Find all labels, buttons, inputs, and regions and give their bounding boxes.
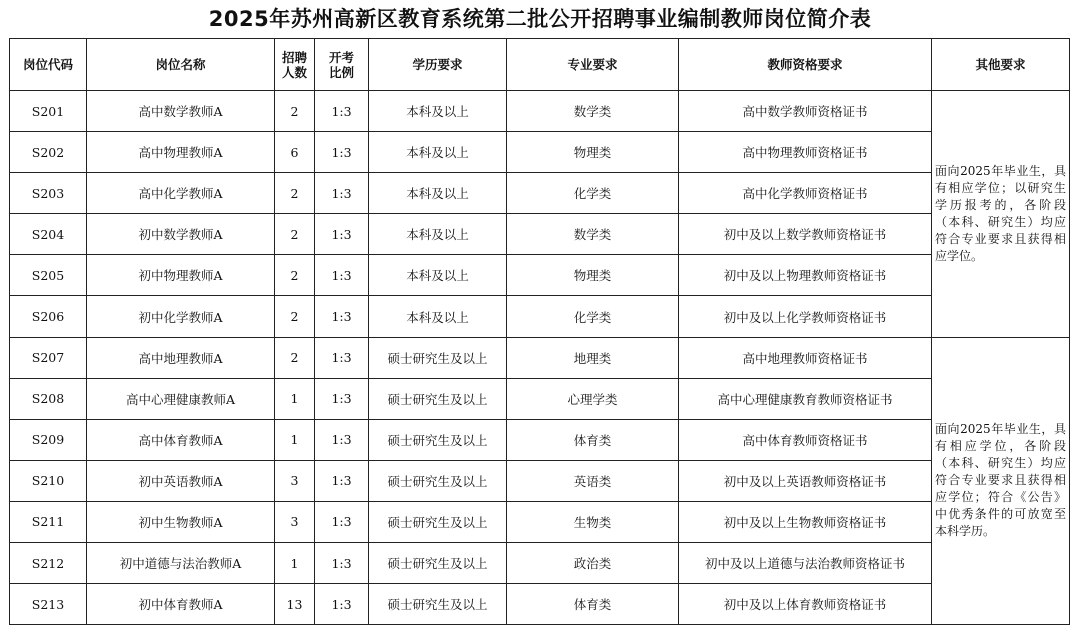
header-count <box>275 39 315 91</box>
cell-name: 高中化学教师A <box>87 173 275 214</box>
cell-code: S211 <box>10 501 87 542</box>
cell-name: 初中物理教师A <box>87 255 275 296</box>
page-title: 2025年苏州高新区教育系统第二批公开招聘事业编制教师岗位简介表 <box>208 7 872 31</box>
cell-major: 体育类 <box>507 419 679 460</box>
cell-other-requirements: 面向2025年毕业生，具有相应学位，各阶段（本科、研究生）均应符合专业要求且获得相应学位；符合《公告》中优秀条件的可放宽至本科学历。 <box>932 337 1070 625</box>
cell-count: 2 <box>275 173 315 214</box>
cell-count: 3 <box>275 460 315 501</box>
cell-education: 硕士研究生及以上 <box>369 543 507 584</box>
cell-education: 本科及以上 <box>369 214 507 255</box>
header-qualification: 教师资格要求 <box>679 39 932 91</box>
cell-ratio: 1:3 <box>315 296 369 337</box>
cell-ratio: 1:3 <box>315 337 369 378</box>
cell-major: 数学类 <box>507 91 679 132</box>
cell-education: 硕士研究生及以上 <box>369 501 507 542</box>
cell-name: 高中数学教师A <box>87 91 275 132</box>
cell-code: S202 <box>10 132 87 173</box>
cell-code: S213 <box>10 584 87 625</box>
cell-education: 本科及以上 <box>369 296 507 337</box>
cell-qualification: 初中及以上化学教师资格证书 <box>679 296 932 337</box>
cell-count: 1 <box>275 543 315 584</box>
cell-count: 3 <box>275 501 315 542</box>
cell-qualification: 高中化学教师资格证书 <box>679 173 932 214</box>
cell-education: 硕士研究生及以上 <box>369 584 507 625</box>
cell-major: 政治类 <box>507 543 679 584</box>
header-code: 岗位代码 <box>10 39 87 91</box>
cell-code: S203 <box>10 173 87 214</box>
cell-count: 1 <box>275 378 315 419</box>
cell-education: 本科及以上 <box>369 173 507 214</box>
cell-qualification: 高中地理教师资格证书 <box>679 337 932 378</box>
cell-count: 6 <box>275 132 315 173</box>
cell-ratio: 1:3 <box>315 419 369 460</box>
cell-code: S208 <box>10 378 87 419</box>
cell-major: 英语类 <box>507 460 679 501</box>
cell-name: 初中生物教师A <box>87 501 275 542</box>
cell-count: 2 <box>275 296 315 337</box>
cell-ratio: 1:3 <box>315 584 369 625</box>
cell-code: S212 <box>10 543 87 584</box>
cell-name: 高中心理健康教师A <box>87 378 275 419</box>
cell-name: 初中英语教师A <box>87 460 275 501</box>
cell-count: 2 <box>275 91 315 132</box>
cell-qualification: 初中及以上物理教师资格证书 <box>679 255 932 296</box>
cell-qualification: 高中体育教师资格证书 <box>679 419 932 460</box>
header-other: 其他要求 <box>932 39 1070 91</box>
cell-code: S204 <box>10 214 87 255</box>
cell-ratio: 1:3 <box>315 173 369 214</box>
table-row <box>10 214 1070 255</box>
table-row <box>10 132 1070 173</box>
cell-count: 13 <box>275 584 315 625</box>
cell-qualification: 初中及以上道德与法治教师资格证书 <box>679 543 932 584</box>
cell-name: 初中化学教师A <box>87 296 275 337</box>
table-row <box>10 91 1070 132</box>
cell-major: 化学类 <box>507 173 679 214</box>
cell-name: 初中体育教师A <box>87 584 275 625</box>
cell-name: 高中物理教师A <box>87 132 275 173</box>
cell-education: 本科及以上 <box>369 255 507 296</box>
cell-major: 化学类 <box>507 296 679 337</box>
cell-name: 高中体育教师A <box>87 419 275 460</box>
table-row <box>10 501 1070 542</box>
cell-education: 本科及以上 <box>369 132 507 173</box>
cell-other-requirements: 面向2025年毕业生，具有相应学位；以研究生学历报考的，各阶段（本科、研究生）均应符合专业要求且获得相应学位。 <box>932 91 1070 338</box>
cell-ratio: 1:3 <box>315 460 369 501</box>
cell-qualification: 初中及以上生物教师资格证书 <box>679 501 932 542</box>
positions-table <box>9 38 1070 625</box>
cell-count: 2 <box>275 255 315 296</box>
cell-code: S205 <box>10 255 87 296</box>
table-row <box>10 255 1070 296</box>
cell-ratio: 1:3 <box>315 214 369 255</box>
cell-major: 心理学类 <box>507 378 679 419</box>
cell-code: S209 <box>10 419 87 460</box>
cell-major: 物理类 <box>507 255 679 296</box>
cell-qualification: 初中及以上数学教师资格证书 <box>679 214 932 255</box>
cell-count: 2 <box>275 337 315 378</box>
cell-name: 高中地理教师A <box>87 337 275 378</box>
table-row <box>10 584 1070 625</box>
header-row <box>10 39 1070 91</box>
cell-major: 体育类 <box>507 584 679 625</box>
cell-count: 2 <box>275 214 315 255</box>
table-row <box>10 173 1070 214</box>
header-education: 学历要求 <box>369 39 507 91</box>
cell-ratio: 1:3 <box>315 255 369 296</box>
header-major: 专业要求 <box>507 39 679 91</box>
cell-major: 地理类 <box>507 337 679 378</box>
cell-ratio: 1:3 <box>315 91 369 132</box>
cell-major: 生物类 <box>507 501 679 542</box>
cell-ratio: 1:3 <box>315 501 369 542</box>
cell-major: 数学类 <box>507 214 679 255</box>
cell-education: 硕士研究生及以上 <box>369 337 507 378</box>
header-ratio-line1: 开考 <box>328 49 354 65</box>
cell-education: 硕士研究生及以上 <box>369 460 507 501</box>
cell-code: S207 <box>10 337 87 378</box>
cell-code: S201 <box>10 91 87 132</box>
cell-qualification: 高中数学教师资格证书 <box>679 91 932 132</box>
table-row <box>10 296 1070 337</box>
cell-ratio: 1:3 <box>315 543 369 584</box>
table-row <box>10 378 1070 419</box>
cell-name: 初中数学教师A <box>87 214 275 255</box>
header-ratio <box>315 39 369 91</box>
cell-ratio: 1:3 <box>315 132 369 173</box>
header-ratio-line2: 比例 <box>328 64 354 80</box>
cell-code: S206 <box>10 296 87 337</box>
table-row <box>10 419 1070 460</box>
table-row <box>10 460 1070 501</box>
cell-education: 本科及以上 <box>369 91 507 132</box>
cell-qualification: 高中物理教师资格证书 <box>679 132 932 173</box>
header-count-line2: 人数 <box>281 64 307 80</box>
cell-education: 硕士研究生及以上 <box>369 378 507 419</box>
cell-code: S210 <box>10 460 87 501</box>
cell-major: 物理类 <box>507 132 679 173</box>
cell-ratio: 1:3 <box>315 378 369 419</box>
cell-qualification: 高中心理健康教育教师资格证书 <box>679 378 932 419</box>
cell-qualification: 初中及以上英语教师资格证书 <box>679 460 932 501</box>
header-count-line1: 招聘 <box>281 49 307 65</box>
cell-name: 初中道德与法治教师A <box>87 543 275 584</box>
table-row <box>10 543 1070 584</box>
table-row <box>10 337 1070 378</box>
header-name: 岗位名称 <box>87 39 275 91</box>
cell-education: 硕士研究生及以上 <box>369 419 507 460</box>
table-body <box>10 91 1070 625</box>
cell-count: 1 <box>275 419 315 460</box>
cell-qualification: 初中及以上体育教师资格证书 <box>679 584 932 625</box>
